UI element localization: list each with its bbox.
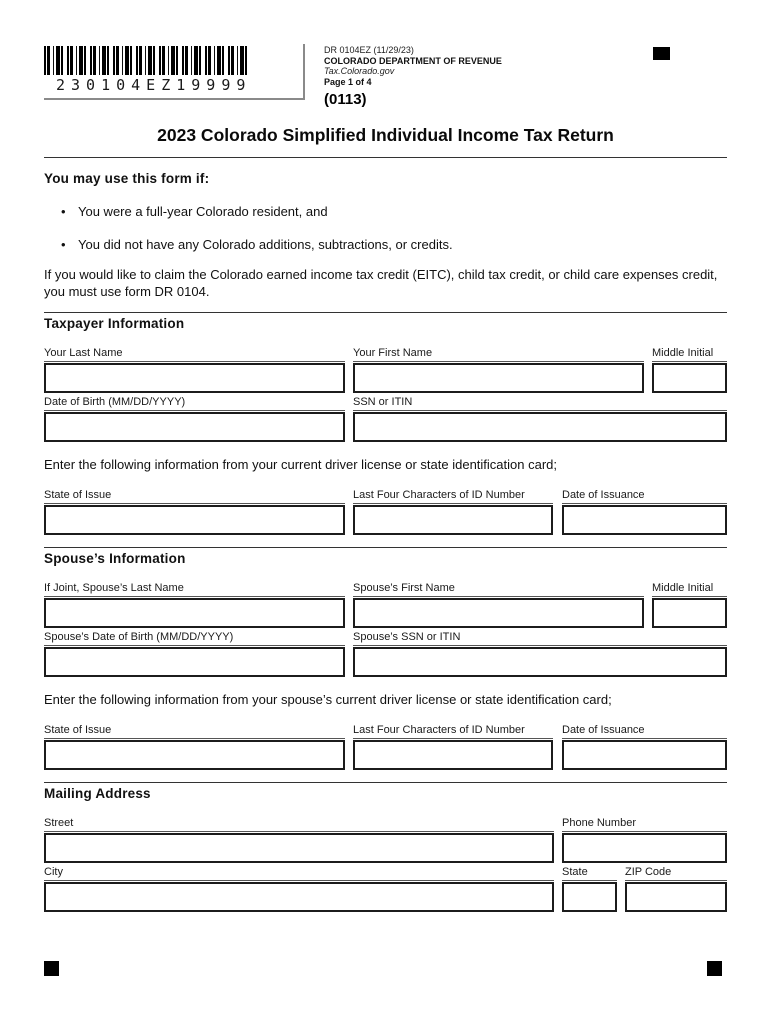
taxpayer-middle-initial-input[interactable] [652,363,727,393]
taxpayer-first-name-label: Your First Name [353,347,644,362]
field-taxpayer-last-name [44,347,345,393]
zip-input[interactable] [625,882,727,912]
intro-bullet-2: • You did not have any Colorado additions, subtractions, or credits. [44,237,727,252]
spouse-state-of-issue-label: State of Issue [44,724,345,739]
registration-mark-icon [44,961,59,976]
spouse-dob-ssn-row [44,631,727,677]
spouse-name-row [44,582,727,628]
department-name: COLORADO DEPARTMENT OF REVENUE [324,55,502,66]
phone-label: Phone Number [562,817,727,832]
street-input[interactable] [44,833,554,863]
field-taxpayer-state-of-issue [44,489,345,535]
street-label: Street [44,817,554,832]
section-heading-mailing: Mailing Address [44,782,727,801]
spouse-ssn-input[interactable] [353,647,727,677]
field-spouse-first-name [353,582,644,628]
taxpayer-license-note: Enter the following information from your current driver license or state identification card; [44,457,558,472]
spouse-first-name-label: Spouse’s First Name [353,582,644,597]
city-label: City [44,866,554,881]
spouse-date-of-issuance-input[interactable] [562,740,727,770]
city-input[interactable] [44,882,554,912]
spouse-dob-label: Spouse’s Date of Birth (MM/DD/YYYY) [44,631,345,646]
field-taxpayer-id-last-four [353,489,553,535]
taxpayer-last-name-input[interactable] [44,363,345,393]
taxpayer-first-name-input[interactable] [353,363,644,393]
taxpayer-date-of-issuance-label: Date of Issuance [562,489,727,504]
spouse-license-note: Enter the following information from your spouse’s current driver license or state identification card; [44,692,612,707]
zip-label: ZIP Code [625,866,727,881]
barcode-block [44,44,305,100]
state-label: State [562,866,617,881]
spouse-last-name-input[interactable] [44,598,345,628]
taxpayer-dob-ssn-row [44,396,727,442]
phone-input[interactable] [562,833,727,863]
taxpayer-date-of-issuance-input[interactable] [562,505,727,535]
state-input[interactable] [562,882,617,912]
section-heading-taxpayer: Taxpayer Information [44,312,727,331]
spouse-middle-initial-input[interactable] [652,598,727,628]
spouse-dob-input[interactable] [44,647,345,677]
field-taxpayer-date-of-issuance [562,489,727,535]
eitc-note: If you would like to claim the Colorado earned income tax credit (EITC), child tax credit, or child care expenses credit, you must use form DR 0104. [44,267,718,299]
barcode-text: 230104EZ19999 [56,76,252,94]
registration-mark-icon [707,961,722,976]
barcode-icon [44,46,250,75]
divider [44,157,727,158]
spouse-ssn-label: Spouse’s SSN or ITIN [353,631,727,646]
field-spouse-date-of-issuance [562,724,727,770]
page-title: 2023 Colorado Simplified Individual Income Tax Return [157,125,614,145]
spouse-last-name-label: If Joint, Spouse’s Last Name [44,582,345,597]
page-indicator: Page 1 of 4 [324,76,372,87]
website-link[interactable]: Tax.Colorado.gov [324,66,395,76]
field-city [44,866,554,912]
field-zip [625,866,727,912]
spouse-license-row [44,724,727,770]
field-street [44,817,554,863]
field-state [562,866,617,912]
taxpayer-name-row [44,347,727,393]
intro-heading: You may use this form if: [44,171,210,186]
taxpayer-dob-input[interactable] [44,412,345,442]
section-heading-spouse: Spouse’s Information [44,547,727,566]
spouse-state-of-issue-input[interactable] [44,740,345,770]
field-spouse-last-name [44,582,345,628]
taxpayer-id-last-four-label: Last Four Characters of ID Number [353,489,553,504]
taxpayer-ssn-input[interactable] [353,412,727,442]
field-spouse-dob [44,631,345,677]
taxpayer-license-row [44,489,727,535]
taxpayer-state-of-issue-input[interactable] [44,505,345,535]
taxpayer-ssn-label: SSN or ITIN [353,396,727,411]
field-spouse-state-of-issue [44,724,345,770]
taxpayer-dob-label: Date of Birth (MM/DD/YYYY) [44,396,345,411]
field-taxpayer-ssn [353,396,727,442]
field-taxpayer-dob [44,396,345,442]
header-text-block [324,44,502,108]
taxpayer-id-last-four-input[interactable] [353,505,553,535]
field-phone [562,817,727,863]
spouse-middle-initial-label: Middle Initial [652,582,727,597]
mailing-city-row [44,866,727,912]
form-header [44,44,727,108]
spouse-first-name-input[interactable] [353,598,644,628]
taxpayer-last-name-label: Your Last Name [44,347,345,362]
form-number: (0113) [324,91,367,108]
field-spouse-ssn [353,631,727,677]
field-spouse-id-last-four [353,724,553,770]
mailing-street-row [44,817,727,863]
intro-bullet-1: • You were a full-year Colorado resident, and [44,204,727,219]
field-spouse-middle-initial [652,582,727,628]
taxpayer-middle-initial-label: Middle Initial [652,347,727,362]
field-taxpayer-middle-initial [652,347,727,393]
spouse-date-of-issuance-label: Date of Issuance [562,724,727,739]
spouse-id-last-four-input[interactable] [353,740,553,770]
taxpayer-state-of-issue-label: State of Issue [44,489,345,504]
field-taxpayer-first-name [353,347,644,393]
form-code: DR 0104EZ (11/29/23) [324,45,414,55]
spouse-id-last-four-label: Last Four Characters of ID Number [353,724,553,739]
